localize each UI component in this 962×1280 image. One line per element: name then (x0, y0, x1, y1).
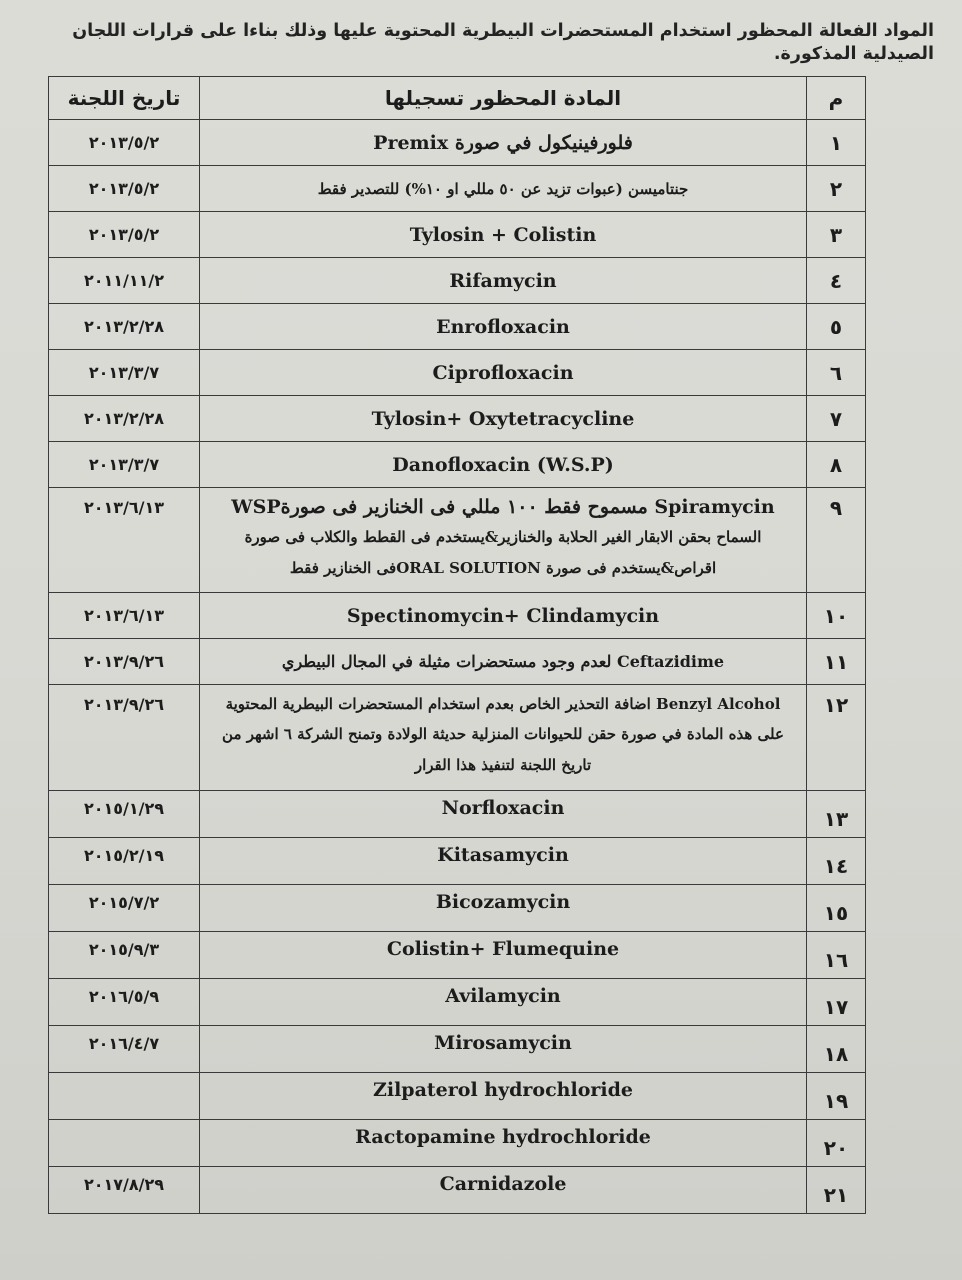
row-number: ١ (807, 120, 866, 166)
row-number: ١١ (807, 639, 866, 685)
table-row (49, 838, 866, 885)
row-date: ٢٠١٣/٥/٢ (49, 212, 200, 258)
document-heading: المواد الفعالة المحظور استخدام المستحضرات البيطرية المحتوية عليها وذلك بناءا على قرارات اللجان الصيدلية المذكورة. (72, 21, 934, 64)
row-material: Bicozamycin (200, 885, 807, 932)
row-number: ١٨ (807, 1026, 866, 1073)
row-date: ٢٠١٥/٩/٣ (49, 932, 200, 979)
table-row (49, 932, 866, 979)
row-material: Spiramycin مسموح فقط ١٠٠ مللي فى الخنازير فى صورةWSP (231, 496, 775, 518)
row-date: ٢٠١٣/٢/٢٨ (49, 396, 200, 442)
row-material: Ceftazidime لعدم وجود مستحضرات مثيلة في المجال البيطري (200, 639, 807, 685)
row-date: ٢٠١٣/٦/١٣ (49, 593, 200, 639)
row-material: Zilpaterol hydrochloride (200, 1073, 807, 1120)
row-material: Rifamycin (200, 258, 807, 304)
row-material: Enrofloxacin (200, 304, 807, 350)
column-header-material: المادة المحظور تسجيلها (200, 77, 807, 120)
table-row (49, 1073, 866, 1120)
table-row (49, 488, 866, 593)
row-date (49, 1073, 200, 1120)
row-number: ٢١ (807, 1167, 866, 1214)
row-date: ٢٠١١/١١/٢ (49, 258, 200, 304)
row-material: جنتاميسن (عبوات تزيد عن ٥٠ مللي او ١٠%) للتصدير فقط (200, 166, 807, 212)
row-date: ٢٠١٥/١/٢٩ (49, 791, 200, 838)
table-row (49, 120, 866, 166)
row-date: ٢٠١٣/٩/٢٦ (49, 685, 200, 791)
table-row (49, 1120, 866, 1167)
row-material: Kitasamycin (200, 838, 807, 885)
row-number: ٥ (807, 304, 866, 350)
row-material: فلورفينيكول في صورة Premix (200, 120, 807, 166)
row-material: Colistin+ Flumequine (200, 932, 807, 979)
table-row (49, 639, 866, 685)
table-row (49, 1167, 866, 1214)
table-row (49, 685, 866, 791)
row-material: Mirosamycin (200, 1026, 807, 1073)
table-row (49, 212, 866, 258)
row-number: ١٠ (807, 593, 866, 639)
row-material: Norfloxacin (200, 791, 807, 838)
table-row (49, 350, 866, 396)
table-header-row (49, 77, 866, 120)
row-material: Spectinomycin+ Clindamycin (200, 593, 807, 639)
row-date: ٢٠١٦/٥/٩ (49, 979, 200, 1026)
row-number: ٢٠ (807, 1120, 866, 1167)
table-row (49, 166, 866, 212)
row-number: ١٥ (807, 885, 866, 932)
row-date: ٢٠١٣/٥/٢ (49, 166, 200, 212)
row-date: ٢٠١٣/٦/١٣ (49, 488, 200, 593)
row-material: Avilamycin (200, 979, 807, 1026)
row-number: ١٩ (807, 1073, 866, 1120)
row-number: ١٦ (807, 932, 866, 979)
table-row (49, 442, 866, 488)
row-material-note: السماح بحقن الابقار الغير الحلابة والخنازير&يستخدم فى القطط والكلاب فى صورة اقراص&يستخدم فى صورة ORAL SOLUTIONفى الخنازير فقط (244, 528, 762, 577)
row-number: ٣ (807, 212, 866, 258)
table-row (49, 1026, 866, 1073)
row-date: ٢٠١٣/٥/٢ (49, 120, 200, 166)
table-row (49, 979, 866, 1026)
row-number: ١٧ (807, 979, 866, 1026)
row-material: Benzyl Alcohol اضافة التحذير الخاص بعدم استخدام المستحضرات البيطرية المحتوية (225, 695, 781, 713)
row-material: Ractopamine hydrochloride (200, 1120, 807, 1167)
row-material-note: على هذه المادة في صورة حقن للحيوانات المنزلية حديثة الولادة وتمنح الشركة ٦ اشهر من تاريخ اللجنة لتنفيذ هذا القرار (222, 725, 784, 774)
row-date: ٢٠١٣/٩/٢٦ (49, 639, 200, 685)
row-material-cell (200, 488, 807, 593)
table-row (49, 593, 866, 639)
row-material: Carnidazole (200, 1167, 807, 1214)
row-number: ١٤ (807, 838, 866, 885)
row-date: ٢٠١٥/٧/٢ (49, 885, 200, 932)
row-number: ١٣ (807, 791, 866, 838)
row-date: ٢٠١٥/٢/١٩ (49, 838, 200, 885)
row-date (49, 1120, 200, 1167)
row-material: Ciprofloxacin (200, 350, 807, 396)
table-row (49, 791, 866, 838)
row-date: ٢٠١٣/٣/٧ (49, 442, 200, 488)
row-number: ٦ (807, 350, 866, 396)
row-number: ٧ (807, 396, 866, 442)
table-row (49, 304, 866, 350)
row-material-cell (200, 685, 807, 791)
row-number: ٤ (807, 258, 866, 304)
row-number: ٢ (807, 166, 866, 212)
row-date: ٢٠١٣/٢/٢٨ (49, 304, 200, 350)
row-date: ٢٠١٦/٤/٧ (49, 1026, 200, 1073)
column-header-date: تاريخ اللجنة (49, 77, 200, 120)
row-date: ٢٠١٣/٣/٧ (49, 350, 200, 396)
row-material: Danofloxacin (W.S.P) (200, 442, 807, 488)
row-number: ٨ (807, 442, 866, 488)
table-row (49, 396, 866, 442)
row-material: Tylosin+ Oxytetracycline (200, 396, 807, 442)
table-row (49, 258, 866, 304)
column-header-number: م (807, 77, 866, 120)
banned-substances-table (48, 76, 866, 1214)
row-number: ١٢ (807, 685, 866, 791)
row-number: ٩ (807, 488, 866, 593)
row-date: ٢٠١٧/٨/٢٩ (49, 1167, 200, 1214)
row-material: Tylosin + Colistin (200, 212, 807, 258)
table-row (49, 885, 866, 932)
